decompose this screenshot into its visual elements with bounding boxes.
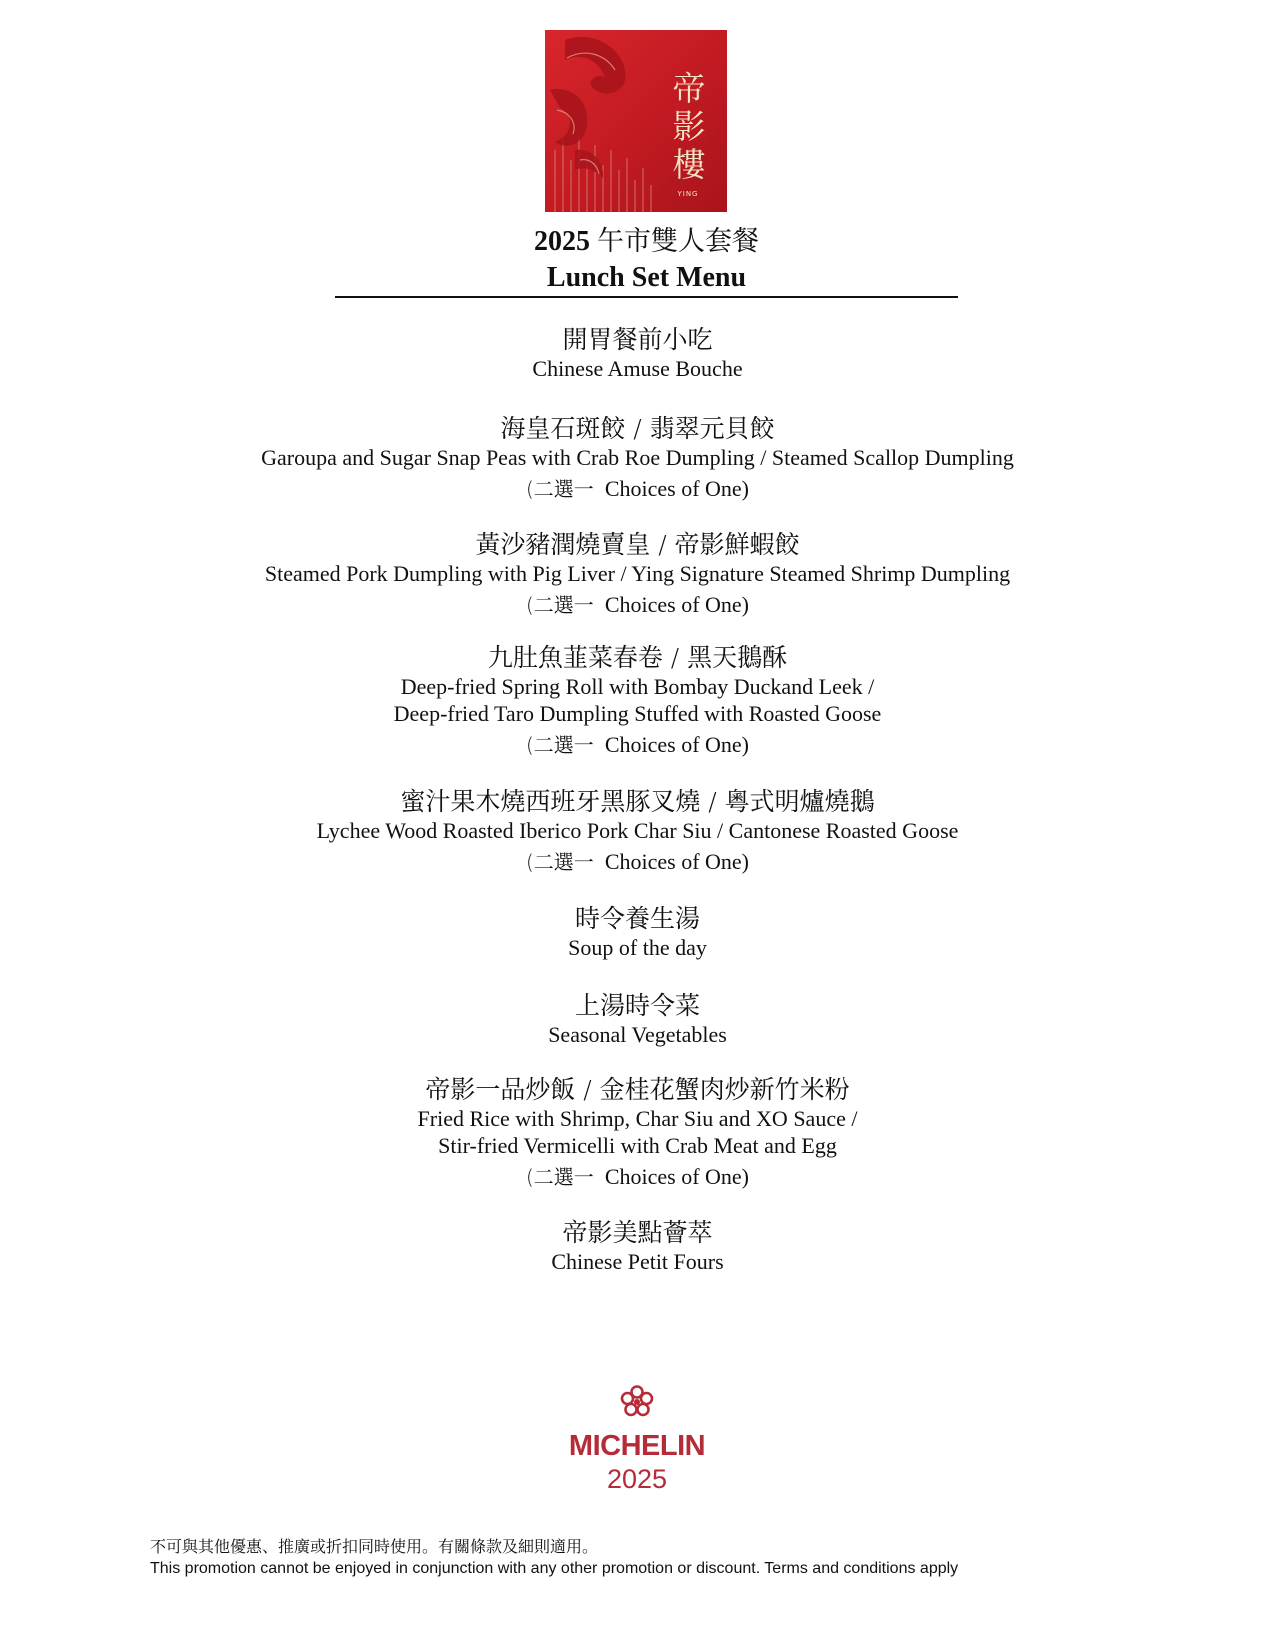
choice-zh: (二選一 bbox=[526, 733, 594, 757]
course-dumpling-2 bbox=[200, 530, 1075, 619]
course-soup bbox=[200, 904, 1075, 961]
choice-zh: (二選一 bbox=[526, 477, 594, 501]
michelin-wordmark: MICHELIN bbox=[568, 1430, 706, 1462]
title-underline bbox=[335, 296, 958, 298]
logo-subtext: YING bbox=[677, 190, 699, 198]
course-deep-fried bbox=[200, 643, 1075, 759]
course-en: Chinese Petit Fours bbox=[551, 1249, 724, 1274]
course-zh: 海皇石斑餃 / 翡翠元貝餃 bbox=[500, 414, 775, 443]
title-year: 2025 bbox=[534, 226, 590, 257]
course-zh: 黃沙豬潤燒賣皇 / 帝影鮮蝦餃 bbox=[475, 530, 800, 559]
title-chinese bbox=[335, 224, 958, 260]
course-en: Chinese Amuse Bouche bbox=[532, 356, 743, 381]
title-zh-text: 午市雙人套餐 bbox=[597, 226, 759, 257]
logo-char: 影 bbox=[672, 106, 706, 146]
course-zh: 蜜汁果木燒西班牙黑豚叉燒 / 粵式明爐燒鵝 bbox=[400, 787, 875, 816]
choice-note bbox=[200, 848, 1075, 876]
course-zh: 上湯時令菜 bbox=[574, 991, 700, 1020]
course-en: Deep-fried Spring Roll with Bombay Duckand Leek / bbox=[400, 674, 875, 699]
choice-zh: (二選一 bbox=[526, 593, 594, 617]
course-zh: 開胃餐前小吃 bbox=[562, 325, 713, 354]
course-rice-noodle bbox=[200, 1075, 1075, 1191]
terms-zh: 不可與其他優惠、推廣或折扣同時使用。有關條款及細則適用。 bbox=[150, 1537, 599, 1556]
logo-characters bbox=[669, 70, 709, 184]
choice-note bbox=[200, 1163, 1075, 1191]
michelin-star-icon bbox=[619, 1384, 655, 1420]
course-petit-fours bbox=[200, 1218, 1075, 1275]
course-en: Stir-fried Vermicelli with Crab Meat and Egg bbox=[438, 1133, 837, 1158]
course-en: Garoupa and Sugar Snap Peas with Crab Roe Dumpling / Steamed Scallop Dumpling bbox=[261, 445, 1014, 470]
michelin-year: 2025 bbox=[606, 1464, 668, 1494]
choice-note bbox=[200, 591, 1075, 619]
course-en: Lychee Wood Roasted Iberico Pork Char Siu / Cantonese Roasted Goose bbox=[316, 818, 959, 843]
course-en: Steamed Pork Dumpling with Pig Liver / Ying Signature Steamed Shrimp Dumpling bbox=[264, 561, 1011, 586]
course-zh: 時令養生湯 bbox=[574, 904, 700, 933]
logo-char: 帝 bbox=[672, 69, 706, 108]
course-zh: 九肚魚韮菜春卷 / 黑天鵝酥 bbox=[487, 643, 788, 672]
course-en: Soup of the day bbox=[568, 935, 707, 960]
menu-title bbox=[335, 224, 958, 298]
course-amuse-bouche bbox=[200, 325, 1075, 382]
choice-note bbox=[200, 475, 1075, 503]
title-english: Lunch Set Menu bbox=[546, 262, 747, 293]
course-en: Seasonal Vegetables bbox=[548, 1022, 727, 1047]
choice-en: Choices of One) bbox=[604, 476, 749, 501]
choice-en: Choices of One) bbox=[604, 1164, 749, 1189]
course-vegetables bbox=[200, 991, 1075, 1048]
terms-footer bbox=[150, 1536, 1150, 1580]
choice-en: Choices of One) bbox=[604, 732, 749, 757]
michelin-badge bbox=[537, 1384, 737, 1495]
choice-zh: (二選一 bbox=[526, 850, 594, 874]
terms-en: This promotion cannot be enjoyed in conjunction with any other promotion or discount. Terms and conditions apply bbox=[150, 1560, 959, 1577]
choice-en: Choices of One) bbox=[604, 592, 749, 617]
course-zh: 帝影美點薈萃 bbox=[562, 1218, 713, 1247]
course-zh: 帝影一品炒飯 / 金桂花蟹肉炒新竹米粉 bbox=[425, 1075, 850, 1104]
ying-logo bbox=[545, 30, 727, 212]
course-dumpling-1 bbox=[200, 414, 1075, 503]
choice-zh: (二選一 bbox=[526, 1165, 594, 1189]
logo-char: 樓 bbox=[672, 144, 706, 184]
course-en: Deep-fried Taro Dumpling Stuffed with Roasted Goose bbox=[393, 701, 882, 726]
choice-note bbox=[200, 731, 1075, 759]
course-roast bbox=[200, 787, 1075, 876]
course-en: Fried Rice with Shrimp, Char Siu and XO Sauce / bbox=[417, 1106, 858, 1131]
choice-en: Choices of One) bbox=[604, 849, 749, 874]
